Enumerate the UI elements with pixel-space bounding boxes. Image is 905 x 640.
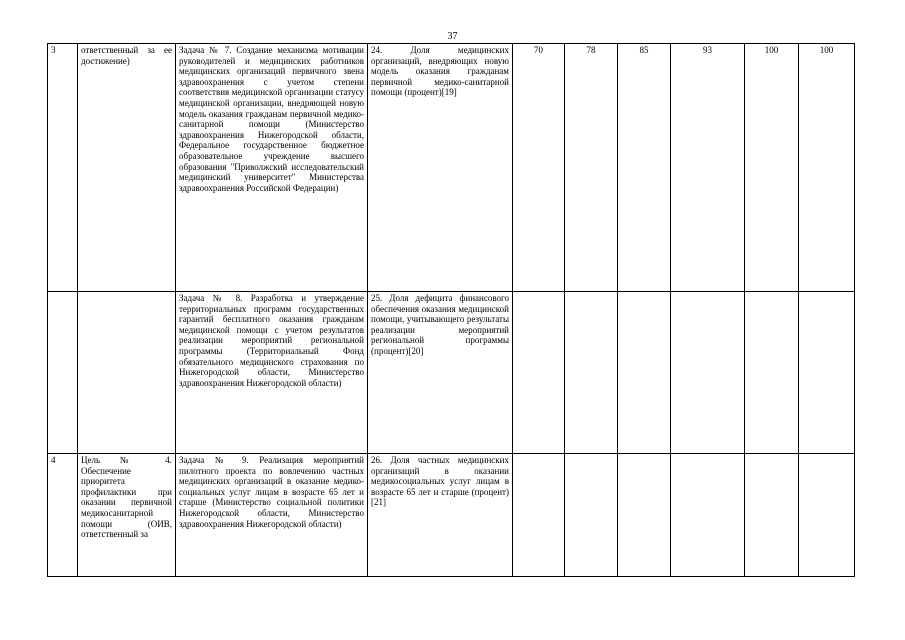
page-number: 37 <box>447 31 458 42</box>
indicator-cell: 25. Доля дефицита финансового обеспечения оказания медицинской помощи, учитывающего результаты реализации мероприятий региональной программы (процент)[20] <box>368 292 513 454</box>
value-cell: 85 <box>618 44 671 292</box>
indicator-cell: 24. Доля медицинских организаций, внедряющих новую модель оказания гражданам первичной медико-санитарной помощи (процент)[19] <box>368 44 513 292</box>
task-cell: Задача № 9. Реализация мероприятий пилотного проекта по вовлечению частных медицинских организаций в оказание медико-социальных услуг лицам в возрасте 65 лет и старше (Министерство социальной политики Нижегородской области, Министерство здравоохранения Нижегородской области) <box>176 454 368 577</box>
value-cell <box>671 454 745 577</box>
value-cell: 100 <box>799 44 855 292</box>
indicator-cell: 26. Доля частных медицинских организаций в оказании медикосоциальных услуг лицам в возрасте 65 лет и старше (процент)[21] <box>368 454 513 577</box>
table-row <box>48 292 855 454</box>
row-index <box>48 292 78 454</box>
value-cell: 93 <box>671 44 745 292</box>
task-cell: Задача № 7. Создание механизма мотивации руководителей и медицинских работников медицинских организаций первичного звена здравоохранения с учетом степени соответствия медицинской организации статусу медицинской организации, внедряющей новую модель оказания гражданам первичной медико-санитарной помощи (Министерство здравоохранения Нижегородской области, Федеральное государственное бюджетное образовательное учреждение высшего образования "Приволжский исследовательский медицинский университет" Министерства здравоохранения Российской Федерации) <box>176 44 368 292</box>
value-cell <box>513 454 565 577</box>
table-row <box>48 454 855 577</box>
goal-cell <box>78 292 176 454</box>
value-cell <box>745 454 799 577</box>
value-cell <box>799 454 855 577</box>
value-cell <box>745 292 799 454</box>
value-cell: 78 <box>565 44 618 292</box>
value-cell <box>618 292 671 454</box>
row-index: 3 <box>48 44 78 292</box>
value-cell <box>565 454 618 577</box>
value-cell <box>565 292 618 454</box>
value-cell <box>513 292 565 454</box>
goal-cell: Цель № 4. Обеспечение приоритета профилактики при оказании первичной медикосанитарной помощи (ОИВ, ответственный за <box>78 454 176 577</box>
program-indicators-table <box>47 43 855 577</box>
task-cell: Задача № 8. Разработка и утверждение территориальных программ государственных гарантий бесплатного оказания гражданам медицинской помощи с учетом результатов реализации мероприятий региональной программы (Территориальный Фонд обязательного медицинского страхования по Нижегородской области, Министерство здравоохранения Нижегородской области) <box>176 292 368 454</box>
value-cell <box>671 292 745 454</box>
table-row <box>48 44 855 292</box>
row-index: 4 <box>48 454 78 577</box>
value-cell: 70 <box>513 44 565 292</box>
value-cell: 100 <box>745 44 799 292</box>
goal-cell: ответственный за ее достижение) <box>78 44 176 292</box>
value-cell <box>618 454 671 577</box>
value-cell <box>799 292 855 454</box>
